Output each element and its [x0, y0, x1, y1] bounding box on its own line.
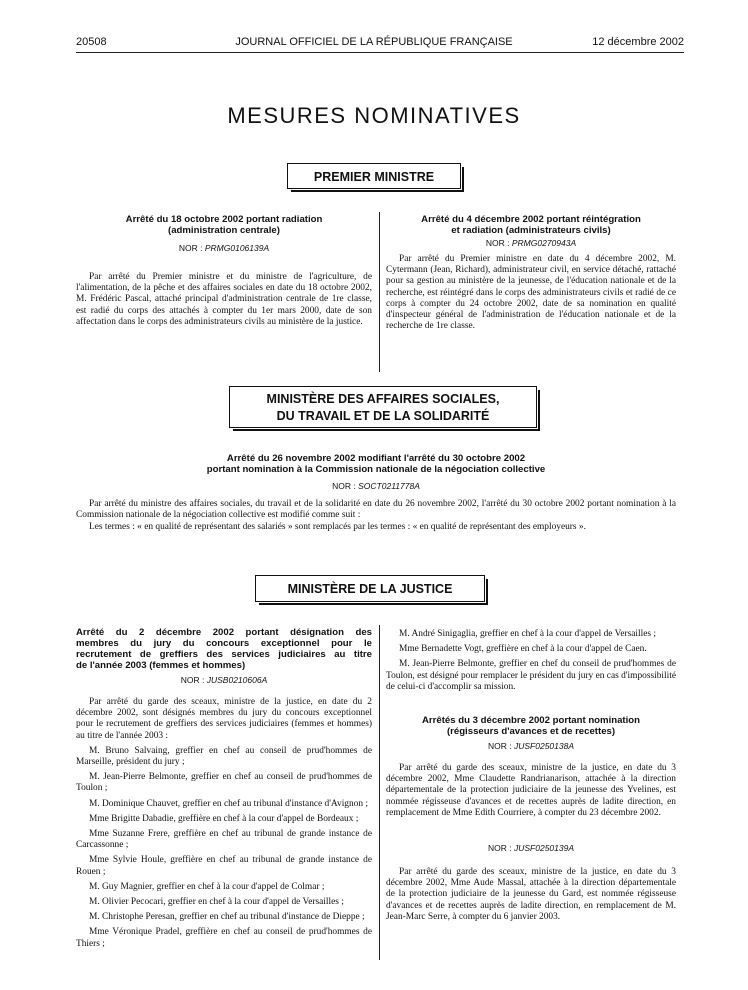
- list-item: Mme Véronique Pradel, greffière en chef au conseil de prud'hommes de Thiers ;: [76, 927, 372, 949]
- header-rule: [76, 52, 684, 53]
- article-title-line: membres du jury du concours exceptionnel pour le: [76, 638, 372, 649]
- article-body: Par arrêté du Premier ministre et du ministre de l'agriculture, de l'alimentation, de la pêche et des affaires sociales en date du 18 octobre 2002, M. Frédéric Pascal, attaché principal d'administration centrale de 1re classe, est radié du corps des attachés à compter du 1er mars 2000, date de son affectation dans le corps des administrateurs civils au ministère de la justice.: [76, 272, 372, 327]
- article-title-line: Arrêté du 4 décembre 2002 portant réintégration: [421, 214, 641, 225]
- list-item: Mme Suzanne Frere, greffière en chef au tribunal de grande instance de Carcassonne ;: [76, 829, 372, 851]
- nor-code: PRMG0106139A: [204, 243, 270, 253]
- article-body: Par arrêté du Premier ministre en date du 4 décembre 2002, M. Cytermann (Jean, Richard), administrateur civil, en service détaché, rattaché pour sa gestion au ministère de la jeunesse, de l'éducation nationale et de la recherche, est réintégré dans le corps des administrateurs civils et radié de ce corps à compter du 24 octobre 2002, date de sa nomination en qualité d'inspecteur général de l'administration de l'éducation nationale et de la recherche de 1re classe.: [386, 254, 676, 332]
- section-heading-affaires-sociales: [229, 386, 537, 428]
- section-heading-label: DU TRAVAIL ET DE LA SOLIDARITÉ: [276, 409, 490, 423]
- list-item: M. Bruno Salvaing, greffier en chef au conseil de prud'hommes de Marseille, président du jury ;: [76, 745, 372, 768]
- article-title-line: Arrêté du 2 décembre 2002 portant désignation des: [76, 627, 372, 638]
- article-reintegration: [386, 214, 676, 332]
- nor-label: NOR :: [485, 238, 510, 248]
- article-title: [386, 214, 676, 236]
- list-item: Mme Bernadette Vogt, greffière en chef à la cour d'appel de Caen.: [399, 644, 647, 655]
- nor-label: NOR :: [487, 741, 512, 752]
- page-number: 20508: [76, 36, 107, 48]
- nor-reference: [386, 238, 676, 248]
- article-commission: [76, 453, 676, 534]
- nor-label: NOR :: [487, 843, 512, 854]
- list-item: Mme Sylvie Houle, greffière en chef au tribunal de grande instance de Rouen ;: [76, 855, 372, 877]
- nor-code: SOCT0211778A: [358, 481, 420, 491]
- nor-reference: [386, 843, 676, 853]
- article-body: Par arrêté du ministre des affaires sociales, du travail et de la solidarité en date du 26 novembre 2002, l'arrêté du 30 octobre 2002 portant nomination à la Commission nationale de la négociation collective est modifié comme suit :: [76, 499, 676, 521]
- nor-reference: [76, 675, 372, 685]
- section-heading-justice: [255, 575, 485, 602]
- nor-code: JUSB0210606A: [206, 675, 268, 685]
- article-title-line: Arrêtés du 3 décembre 2002 portant nomination: [421, 715, 641, 727]
- nor-label: NOR :: [178, 243, 203, 253]
- list-item: M. Jean-Pierre Belmonte, greffier en chef au conseil de prud'hommes de Toulon ;: [76, 772, 372, 794]
- list-item: M. Guy Magnier, greffier en chef à la cour d'appel de Colmar ;: [89, 881, 325, 892]
- nor-label: NOR :: [332, 481, 356, 491]
- nor-label: NOR :: [180, 675, 205, 685]
- article-body: Par arrêté du garde des sceaux, ministre de la justice, en date du 3 décembre 2002, Mme Claudette Randrianarison, attachée à la direction départementale de la protection judiciaire de la jeunesse des Yvelines, est nommée régisseuse d'avances et de recettes auprès de ladite direction, en remplacement de Mme Edith Courriere, à compter du 23 décembre 2002.: [386, 763, 676, 818]
- article-jury: [76, 627, 372, 950]
- nor-reference: [76, 481, 676, 491]
- list-item: M. Dominique Chauvet, greffier en chef au tribunal d'instance d'Avignon ;: [89, 798, 368, 809]
- article-body: M. Jean-Pierre Belmonte, greffier en chef du conseil de prud'hommes de Toulon, est désigné pour remplacer le président du jury en cas d'impossibilité de celui-ci d'accomplir sa mission.: [386, 659, 676, 692]
- article-title: [76, 627, 372, 671]
- nor-reference: [386, 741, 676, 751]
- section-heading-label: MINISTÈRE DE LA JUSTICE: [287, 582, 453, 596]
- page-title: MESURES NOMINATIVES: [227, 103, 521, 128]
- article-title-line: recrutement de greffiers des services judiciaires au titre: [76, 649, 372, 660]
- list-item: M. Olivier Pecocari, greffier en chef à la cour d'appel de Versailles ;: [89, 897, 344, 908]
- article-body: Par arrêté du garde des sceaux, ministre de la justice, en date du 2 décembre 2002, sont désignés membres du jury du concours exceptionnel pour le recrutement de greffiers des services judiciaires (femmes et hommes) au titre de l'année 2003 :: [76, 697, 372, 741]
- article-title-line: Arrêté du 26 novembre 2002 modifiant l'arrêté du 30 octobre 2002: [226, 453, 526, 464]
- article-body: Par arrêté du garde des sceaux, ministre de la justice, en date du 3 décembre 2002, Mme Aude Massal, attachée à la direction départementale de la protection judiciaire de la jeunesse du Gard, est nommée régisseuse d'avances et de recettes auprès de ladite direction, en remplacement de M. Jean-Marc Serre, à compter du 6 janvier 2003.: [386, 867, 676, 922]
- article-title: [76, 453, 676, 475]
- section-heading-premier-ministre: [287, 163, 461, 189]
- journal-title: JOURNAL OFFICIEL DE LA RÉPUBLIQUE FRANÇAISE: [235, 36, 513, 48]
- section-heading-label: MINISTÈRE DES AFFAIRES SOCIALES,: [266, 392, 500, 406]
- list-item: M. André Sinigaglia, greffier en chef à la cour d'appel de Versailles ;: [399, 629, 656, 639]
- article-title-line: de l'année 2003 (femmes et hommes): [76, 660, 246, 671]
- article-title-line: et radiation (administrateurs civils): [451, 225, 611, 236]
- column-divider: [379, 212, 380, 372]
- list-item: M. Christophe Peresan, greffier en chef au tribunal d'instance de Dieppe ;: [89, 912, 365, 923]
- nor-code: JUSF0250139A: [513, 843, 574, 854]
- article-title-line: (régisseurs d'avances et de recettes): [446, 726, 616, 738]
- nor-code: PRMG0270943A: [511, 238, 577, 248]
- article-title: [386, 715, 676, 737]
- article-radiation: [76, 214, 372, 328]
- article-title-line: (administration centrale): [168, 225, 280, 236]
- section-heading-label: PREMIER MINISTRE: [313, 170, 435, 184]
- nor-code: JUSF0250138A: [513, 741, 574, 752]
- list-item: Mme Brigitte Dabadie, greffière en chef à la cour d'appel de Bordeaux ;: [89, 813, 359, 824]
- article-title: [76, 214, 372, 236]
- article-title-line: portant nomination à la Commission nationale de la négociation collective: [206, 464, 546, 475]
- nor-reference: [76, 243, 372, 253]
- article-title-line: Arrêté du 18 octobre 2002 portant radiation: [125, 214, 323, 225]
- article-body: Les termes : « en qualité de représentant des salariés » sont remplacés par les termes : « en qualité de représentant des employeurs ».: [89, 522, 586, 533]
- issue-date: 12 décembre 2002: [592, 36, 684, 48]
- article-jury-continued: [386, 629, 676, 923]
- column-divider: [379, 625, 380, 960]
